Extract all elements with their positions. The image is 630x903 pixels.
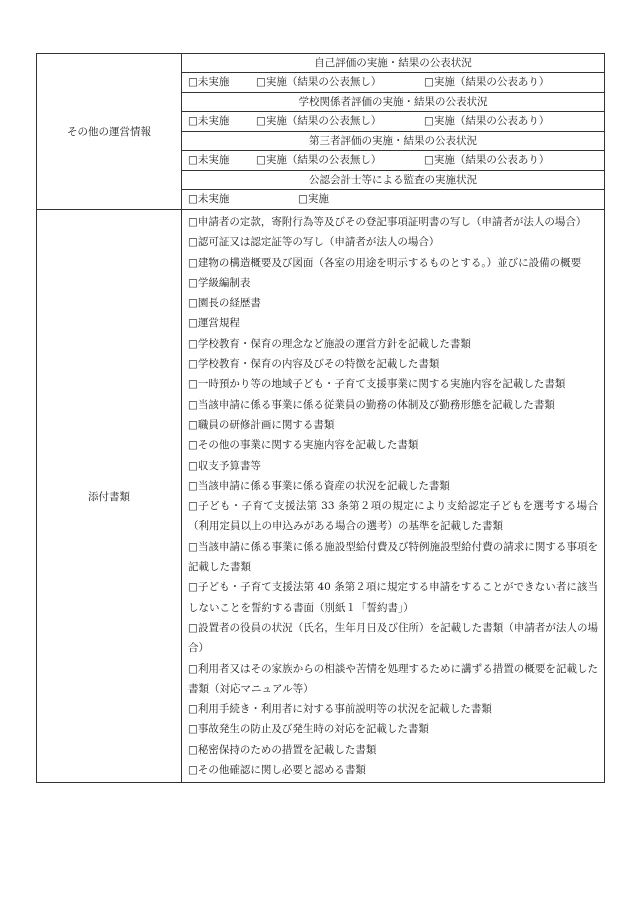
attachment-item[interactable]: □子ども・子育て支援法第 40 条第２項に規定する申請をすることができない者に該当しないことを誓約する書面（別紙１「誓約書」） — [188, 581, 598, 614]
attachment-item[interactable]: □当該申請に係る事業に係る施設型給付費及び特例施設型給付費の請求に関する事項を記載した書類 — [188, 540, 598, 574]
self-eval-option-done-published[interactable]: □実施（結果の公表あり） — [424, 76, 550, 88]
self-evaluation-options — [182, 73, 605, 93]
school-eval-option-done-no-publish[interactable]: □実施（結果の公表無し） — [256, 115, 382, 127]
attachment-item[interactable]: □申請者の定款，寄附行為等及びその登記事項証明書の写し（申請者が法人の場合） — [188, 216, 587, 228]
audit-heading: 公認会計士等による監査の実施状況 — [182, 171, 605, 190]
operations-info-label: その他の運営情報 — [37, 54, 182, 210]
attachment-item[interactable]: □当該申請に係る事業に係る資産の状況を記載した書類 — [188, 479, 450, 492]
school-eval-option-done-published[interactable]: □実施（結果の公表あり） — [424, 115, 550, 127]
attachment-item[interactable]: □職員の研修計画に関する書類 — [188, 418, 335, 431]
attachment-item[interactable]: □利用手続き・利用者に対する事前説明等の状況を記載した書類 — [188, 703, 492, 716]
school-evaluation-heading: 学校関係者評価の実施・結果の公表状況 — [182, 93, 605, 112]
third-party-option-done-published[interactable]: □実施（結果の公表あり） — [424, 154, 550, 166]
self-evaluation-heading: 自己評価の実施・結果の公表状況 — [182, 54, 605, 73]
attachment-item[interactable]: □学校教育・保育の理念など施設の運営方針を記載した書類 — [188, 337, 471, 350]
attachment-item[interactable]: □一時預かり等の地域子ども・子育て支援事業に関する実施内容を記載した書類 — [188, 378, 566, 391]
attachment-item[interactable]: □秘密保持のための措置を記載した書類 — [188, 743, 377, 756]
attachment-item[interactable]: □子ども・子育て支援法第 33 条第２項の規定により支給認定子どもを選考する場合（利用定員以上の申込みがある場合の選考）の基準を記載した書類 — [188, 500, 598, 533]
third-party-option-not-done[interactable]: □未実施 — [188, 154, 230, 166]
audit-option-done[interactable]: □実施 — [298, 193, 329, 205]
attachment-item[interactable]: □収支予算書等 — [188, 459, 261, 472]
third-party-evaluation-options — [182, 151, 605, 171]
attachment-item[interactable]: □その他確認に関し必要と認める書類 — [188, 764, 366, 777]
attachment-item[interactable]: □学級編制表 — [188, 276, 251, 289]
attachment-item[interactable]: □園長の経歴書 — [188, 297, 261, 310]
audit-options — [182, 190, 605, 210]
application-form-table — [36, 53, 605, 783]
attachment-item[interactable]: □学校教育・保育の内容及びその特徴を記載した書類 — [188, 358, 440, 371]
school-evaluation-options — [182, 112, 605, 132]
school-eval-option-not-done[interactable]: □未実施 — [188, 115, 230, 127]
attachment-item[interactable]: □運営規程 — [188, 317, 240, 330]
third-party-option-done-no-publish[interactable]: □実施（結果の公表無し） — [256, 154, 382, 166]
attachments-list — [182, 210, 605, 783]
attachment-item[interactable]: □建物の構造概要及び図面（各室の用途を明示するものとする。）並びに設備の概要 — [188, 256, 582, 269]
attachment-item[interactable]: □認可証又は認定証等の写し（申請者が法人の場合） — [188, 236, 440, 249]
self-eval-option-done-no-publish[interactable]: □実施（結果の公表無し） — [256, 76, 382, 88]
attachment-item[interactable]: □事故発生の防止及び発生時の対応を記載した書類 — [188, 723, 429, 736]
third-party-evaluation-heading: 第三者評価の実施・結果の公表状況 — [182, 132, 605, 151]
attachment-item[interactable]: □設置者の役員の状況（氏名，生年月日及び住所）を記載した書類（申請者が法人の場合） — [188, 621, 598, 655]
attachment-item[interactable]: □当該申請に係る事業に係る従業員の勤務の体制及び勤務形態を記載した書類 — [188, 398, 555, 411]
attachments-label: 添付書類 — [37, 210, 182, 783]
attachment-item[interactable]: □利用者又はその家族からの相談や苦情を処理するために講ずる措置の概要を記載した書類（対応マニュアル等） — [188, 662, 598, 695]
attachment-item[interactable]: □その他の事業に関する実施内容を記載した書類 — [188, 439, 419, 452]
audit-option-not-done[interactable]: □未実施 — [188, 193, 230, 205]
self-eval-option-not-done[interactable]: □未実施 — [188, 76, 230, 88]
